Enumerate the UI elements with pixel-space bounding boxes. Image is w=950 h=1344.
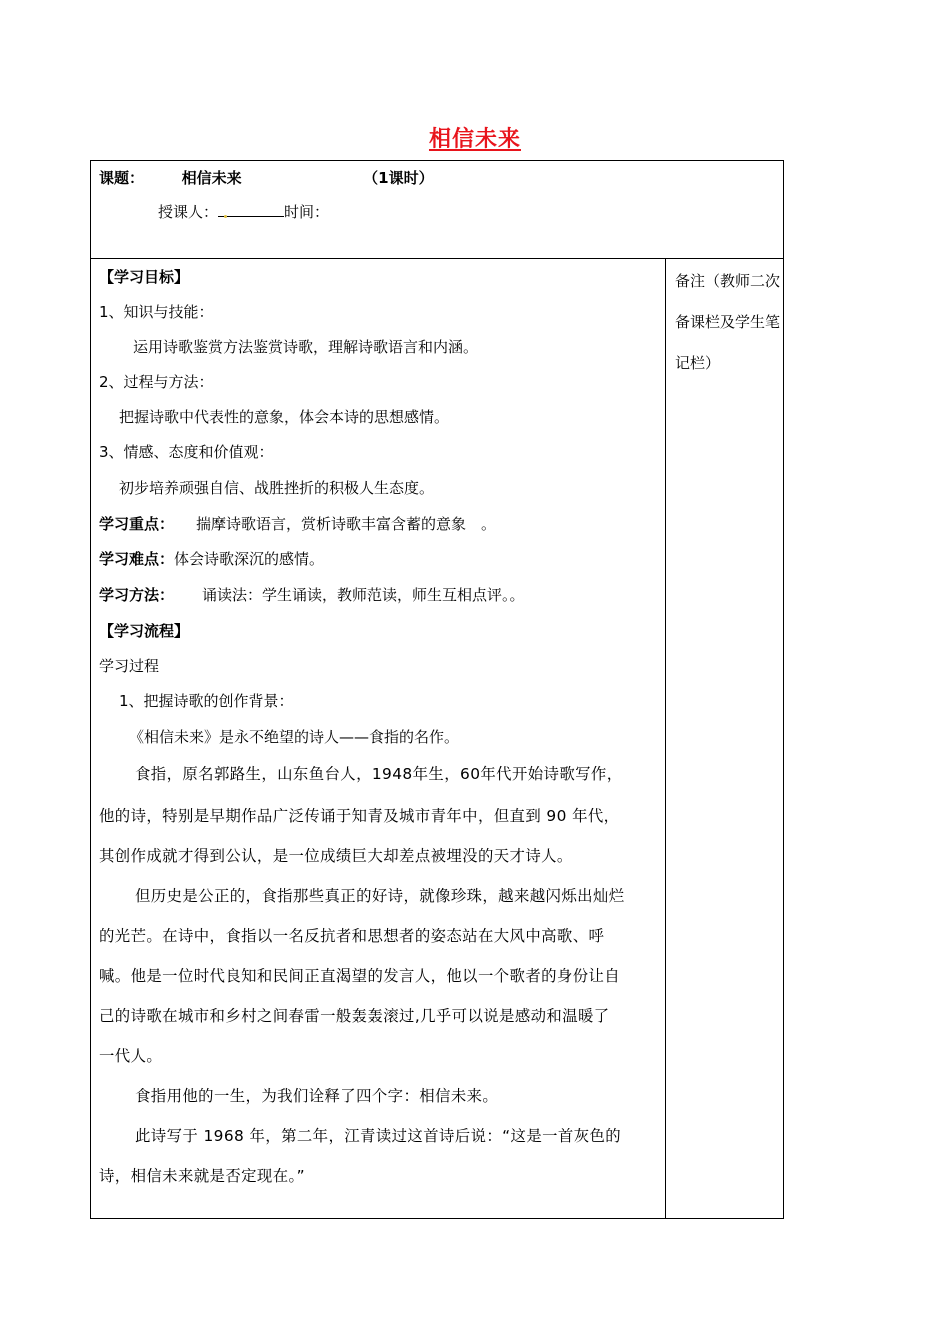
goals-heading: 【学习目标】: [99, 268, 190, 286]
process-heading: 【学习流程】: [99, 622, 190, 640]
process-subheading: 学习过程: [99, 657, 160, 675]
paragraph-line: 的光芒。在诗中，食指以一名反抗者和思想者的姿态站在大风中高歌、呼: [99, 927, 605, 945]
key-point-label: 学习重点：: [99, 515, 175, 533]
goal-1-text: 运用诗歌鉴赏方法鉴赏诗歌，理解诗歌语言和内涵。: [133, 338, 479, 356]
paragraph-line: 喊。他是一位时代良知和民间正直渴望的发言人，他以一个歌者的身份让自: [99, 967, 621, 985]
method-row: [99, 584, 525, 605]
document-title: 相信未来: [428, 127, 521, 152]
method-label: 学习方法：: [99, 586, 175, 604]
topic-value: 相信未来: [181, 169, 242, 187]
header-topic-row: [99, 167, 434, 188]
goal-3-title: 3、情感、态度和价值观：: [99, 443, 274, 461]
paragraph-line: 其创作成就才得到公认，是一位成绩巨大却差点被埋没的天才诗人。: [99, 847, 573, 865]
paragraph-line: 他的诗，特别是早期作品广泛传诵于知青及城市青年中，但直到 90 年代，: [99, 807, 620, 825]
lesson-plan-table: [90, 160, 784, 1219]
notes-column: 备注（教师二次备课栏及学生笔记栏）: [675, 272, 781, 372]
paragraph-line: 食指，原名郭路生，山东鱼台人，1948年生，60年代开始诗歌写作，: [135, 765, 623, 783]
topic-label: 课题：: [99, 169, 145, 187]
difficulty-label: 学习难点：: [99, 550, 175, 568]
paragraph-line: 《相信未来》是永不绝望的诗人——食指的名作。: [129, 728, 460, 746]
paragraph-line: 食指用他的一生，为我们诠释了四个字：相信未来。: [135, 1087, 499, 1105]
goal-2-title: 2、过程与方法：: [99, 373, 214, 391]
key-point-row: [99, 513, 496, 534]
goal-1-title: 1、知识与技能：: [99, 303, 214, 321]
time-label: 时间：: [284, 203, 330, 221]
teacher-blank: [218, 202, 284, 217]
paragraph-line: 己的诗歌在城市和乡村之间春雷一般轰轰滚过,几乎可以说是感动和温暖了: [99, 1007, 610, 1025]
goal-3-text: 初步培养顽强自信、战胜挫折的积极人生态度。: [119, 479, 435, 497]
paragraph-line: 但历史是公正的，食指那些真正的好诗，就像珍珠，越来越闪烁出灿烂: [135, 887, 625, 905]
difficulty-row: [99, 548, 324, 569]
method-text: 诵读法：学生诵读，教师范读，师生互相点评。。: [202, 586, 525, 604]
paragraph-line: 一代人。: [99, 1047, 163, 1065]
paragraph-line: 此诗写于 1968 年，第二年，江青读过这首诗后说：“这是一首灰色的: [135, 1127, 622, 1145]
goal-2-text: 把握诗歌中代表性的意象，体会本诗的思想感情。: [119, 408, 450, 426]
paragraph-line: 诗，相信未来就是否定现在。”: [99, 1167, 305, 1185]
column-divider: [665, 258, 666, 1218]
class-hours: （1课时）: [363, 169, 434, 187]
difficulty-text: 体会诗歌深沉的感情。: [174, 550, 325, 568]
teacher-label: 授课人：: [158, 203, 219, 221]
header-divider: [91, 258, 783, 259]
process-step-1: 1、把握诗歌的创作背景：: [119, 692, 294, 710]
key-point-text: 揣摩诗歌语言，赏析诗歌丰富含蓄的意象 。: [196, 515, 497, 533]
header-teacher-row: [158, 201, 329, 222]
